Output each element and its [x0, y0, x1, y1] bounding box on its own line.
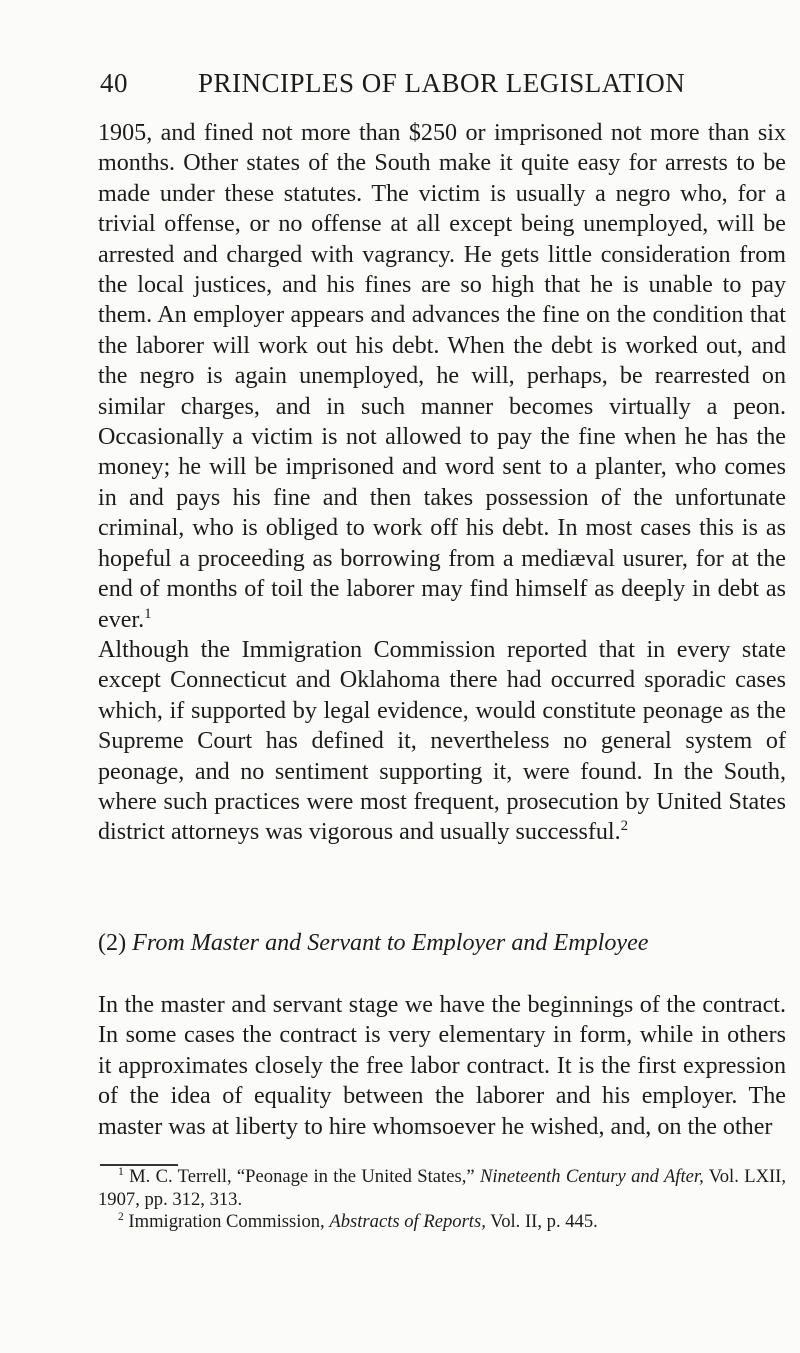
footnote-reference: 2: [620, 818, 629, 835]
paragraph: [98, 635, 786, 848]
footnote-mark: 1: [118, 1165, 124, 1178]
section-number: (2): [98, 930, 127, 956]
footnote-text: M. C. Terrell, “Peonage in the United States,”: [129, 1166, 475, 1187]
section-title: From Master and Servant to Employer and Employee: [132, 930, 649, 956]
main-text-continued: [98, 990, 786, 1142]
footnote-mark: 2: [118, 1210, 124, 1223]
running-title: PRINCIPLES OF LABOR LEGISLATION: [198, 68, 686, 98]
footnote: [98, 1211, 786, 1234]
paragraph-text: Although the Immigration Commission reported that in every state except Connecticut and Oklahoma there had occurred sporadic cases which, if supported by legal evidence, would constitute peonage as the Supreme Court has defined it, nevertheless no general system of peonage, and no sentiment supporting it, were found. In the South, where such practices were most frequent, prosecution by United States district attorneys was vigorous and usually successful.: [98, 636, 786, 846]
paragraph: [98, 118, 786, 635]
paragraph-text: 1905, and fined not more than $250 or imprisoned not more than six months. Other states of the South make it quite easy for arrests to be made under these statutes. The victim is usually a negro who, for a trivial offense, or no offense at all except being unemployed, will be arrested and charged with vagrancy. He gets little consideration from the local justices, and his fines are so high that he is unable to pay them. An employer appears and advances the fine on the condition that the laborer will work out his debt. When the debt is worked out, and the negro is again unemployed, he will, perhaps, be rearrested on similar charges, and in such manner becomes virtually a peon. Occasionally a victim is not allowed to pay the fine when he has the money; he will be imprisoned and word sent to a planter, who comes in and pays his fine and then takes possession of the unfortunate criminal, who is obliged to work off his debt. In most cases this is as hopeful a proceeding as borrowing from a mediæval usurer, for at the end of months of toil the laborer may find himself as deeply in debt as ever.: [98, 120, 786, 633]
footnote: [98, 1166, 786, 1211]
footnote-text: Vol. LXII, 1907, pp. 312, 313.: [98, 1166, 787, 1210]
footnote-text: Vol. II, p. 445.: [490, 1211, 598, 1232]
footnote-work-title: Abstracts of Reports,: [329, 1211, 486, 1232]
footnote-text: Immigration Commission,: [128, 1211, 325, 1232]
paragraph: [98, 990, 786, 1142]
paragraph-text: In the master and servant stage we have the beginnings of the contract. In some cases the contract is very elementary in form, while in others it approximates closely the free labor contract. It is the first expression of the idea of equality between the laborer and his employer. The master was at liberty to hire whomsoever he wished, and, on the other: [98, 992, 786, 1140]
main-text: [98, 118, 786, 848]
footnote-reference: 1: [144, 605, 152, 622]
footnote-work-title: Nineteenth Century and After,: [479, 1166, 704, 1187]
section-heading: [98, 928, 786, 958]
page-number: 40: [100, 68, 128, 98]
footnotes: [98, 1166, 786, 1234]
